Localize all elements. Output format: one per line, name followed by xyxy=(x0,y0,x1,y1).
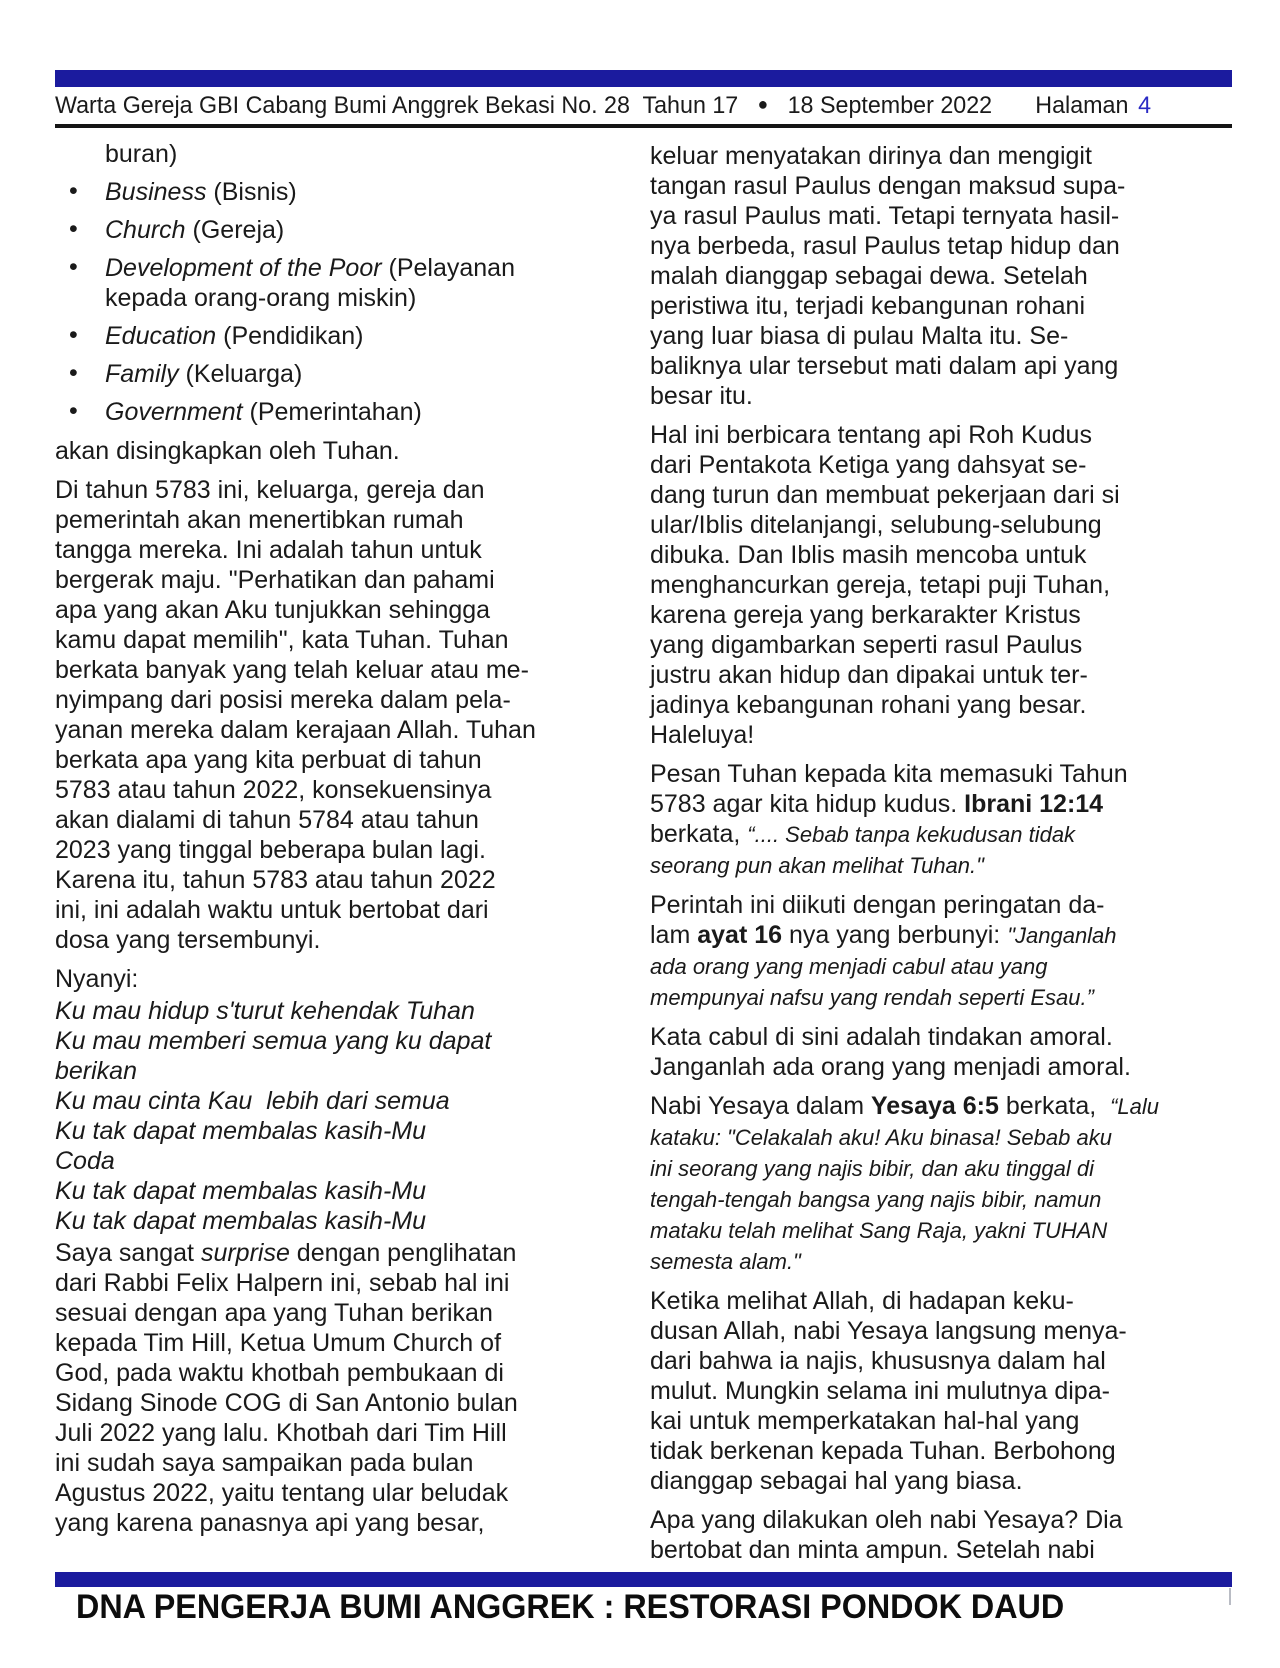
paragraph xyxy=(55,436,630,466)
paragraph xyxy=(650,420,1180,750)
text-run: Business xyxy=(105,178,207,206)
text-line xyxy=(650,1091,1180,1122)
bullet-marker: • xyxy=(69,359,78,387)
text-line xyxy=(650,141,1180,171)
left-column xyxy=(55,139,630,1538)
text-run: Karena itu, tahun 5783 atau tahun 2022 xyxy=(55,866,496,894)
text-run: ya rasul Paulus mati. Tetapi ternyata hasil- xyxy=(650,202,1120,230)
text-run: Ku mau cinta Kau lebih dari semua xyxy=(55,1087,450,1115)
text-run: baliknya ular tersebut mati dalam api yang xyxy=(650,352,1119,380)
text-run: mataku telah melihat Sang Raja, yakni TUHAN xyxy=(650,1218,1108,1243)
text-run: Ku mau memberi semua yang ku dapat xyxy=(55,1027,492,1055)
text-run: 5783 atau tahun 2022, konsekuensinya xyxy=(55,776,492,804)
text-run: kamu dapat memilih", kata Tuhan. Tuhan xyxy=(55,626,509,654)
text-line xyxy=(55,625,630,655)
text-run: mulut. Mungkin selama ini mulutnya dipa- xyxy=(650,1377,1110,1405)
text-run: Perintah ini diikuti dengan peringatan da- xyxy=(650,891,1105,919)
text-run: tangga mereka. Ini adalah tahun untuk xyxy=(55,536,482,564)
text-line xyxy=(650,951,1180,982)
text-run: dianggap sebagai hal yang biasa. xyxy=(650,1467,1023,1495)
text-run: yanan mereka dalam kerajaan Allah. Tuhan xyxy=(55,716,536,744)
text-run: berkata, xyxy=(998,1092,1111,1120)
text-line xyxy=(105,283,630,313)
text-run: (Keluarga) xyxy=(178,360,303,388)
text-line xyxy=(55,595,630,625)
text-run: (Bisnis) xyxy=(206,178,297,206)
edge-tick xyxy=(1229,1588,1231,1605)
text-run: Yesaya 6:5 xyxy=(870,1092,999,1120)
text-line xyxy=(55,1238,630,1268)
text-line xyxy=(105,397,630,427)
text-line xyxy=(55,655,630,685)
text-run: berkata, xyxy=(650,820,748,848)
text-line xyxy=(55,1026,630,1056)
text-line xyxy=(650,1052,1180,1082)
newsletter-title: Warta Gereja GBI Cabang Bumi Anggrek Bekasi No. 28 Tahun 17 xyxy=(55,92,739,119)
text-line xyxy=(650,201,1180,231)
text-run: yang digambarkan seperti rasul Paulus xyxy=(650,631,1083,659)
paragraph xyxy=(650,1286,1180,1496)
text-line xyxy=(650,381,1180,411)
text-run: Hal ini berbicara tentang api Roh Kudus xyxy=(650,421,1092,449)
text-run: berikan xyxy=(55,1057,137,1085)
text-line xyxy=(55,565,630,595)
text-run: Janganlah ada orang yang menjadi amoral. xyxy=(650,1053,1131,1081)
text-run: nya yang berbunyi: xyxy=(782,921,1008,949)
header-rule xyxy=(55,124,1232,128)
text-run: sesuai dengan apa yang Tuhan berikan xyxy=(55,1299,493,1327)
text-run: kepada orang-orang miskin) xyxy=(105,284,417,312)
text-run: Haleluya! xyxy=(650,721,755,749)
text-line xyxy=(650,540,1180,570)
text-line xyxy=(55,1358,630,1388)
text-line xyxy=(55,715,630,745)
text-run: karena gereja yang berkarakter Kristus xyxy=(650,601,1081,629)
text-line xyxy=(650,660,1180,690)
text-line xyxy=(55,1388,630,1418)
text-line xyxy=(650,261,1180,291)
text-run: Sidang Sinode COG di San Antonio bulan xyxy=(55,1389,518,1417)
text-line xyxy=(55,1176,630,1206)
text-run: menghancurkan gereja, tetapi puji Tuhan, xyxy=(650,571,1111,599)
issue-date: 18 September 2022 xyxy=(787,92,993,119)
text-run: Family xyxy=(105,360,179,388)
text-run: (Pelayanan xyxy=(381,254,515,282)
text-run: Ku tak dapat membalas kasih-Mu xyxy=(55,1117,427,1145)
bullet-item xyxy=(55,177,630,207)
text-run: Pesan Tuhan kepada kita memasuki Tahun xyxy=(650,760,1128,788)
page-number: 4 xyxy=(1138,92,1152,119)
text-run: berkata banyak yang telah keluar atau me- xyxy=(55,656,529,684)
bullet-item xyxy=(55,321,630,351)
bullet-marker: • xyxy=(69,253,78,281)
text-run: (Pendidikan) xyxy=(216,322,364,350)
text-line xyxy=(650,1246,1180,1277)
text-line xyxy=(55,1508,630,1538)
text-line xyxy=(650,1153,1180,1184)
text-line xyxy=(650,570,1180,600)
text-run: surprise xyxy=(200,1239,290,1267)
continuation-line xyxy=(55,139,630,169)
text-line xyxy=(650,920,1180,951)
text-run: akan dialami di tahun 5784 atau tahun xyxy=(55,806,479,834)
text-run: "Janganlah xyxy=(1007,923,1117,948)
bullet-marker: • xyxy=(69,215,78,243)
text-line xyxy=(650,480,1180,510)
text-line xyxy=(55,996,630,1026)
paragraph xyxy=(55,964,630,994)
text-line xyxy=(55,1116,630,1146)
text-line xyxy=(105,215,630,245)
text-run: ada orang yang menjadi cabul atau yang xyxy=(650,954,1048,979)
text-run: (Pemerintahan) xyxy=(242,398,422,426)
text-run: yang luar biasa di pulau Malta itu. Se- xyxy=(650,322,1069,350)
bullet-item xyxy=(55,359,630,389)
text-run: nyimpang dari posisi mereka dalam pela- xyxy=(55,686,511,714)
text-line xyxy=(650,1346,1180,1376)
text-line xyxy=(650,982,1180,1013)
text-run: 5783 agar kita hidup kudus. xyxy=(650,790,965,818)
text-line xyxy=(650,321,1180,351)
text-run: tidak berkenan kepada Tuhan. Berbohong xyxy=(650,1437,1116,1465)
right-column xyxy=(650,139,1180,1565)
text-line xyxy=(650,1505,1180,1535)
text-line xyxy=(55,1086,630,1116)
footer-title: DNA PENGERJA BUMI ANGGREK : RESTORASI PONDOK DAUD xyxy=(76,1588,1065,1626)
text-run: yang karena panasnya api yang besar, xyxy=(55,1509,485,1537)
bullet-item xyxy=(55,215,630,245)
text-line xyxy=(650,1466,1180,1496)
text-run: Coda xyxy=(55,1147,115,1175)
text-run: dibuka. Dan Iblis masih mencoba untuk xyxy=(650,541,1087,569)
text-line xyxy=(55,925,630,955)
text-run: tengah-tengah bangsa yang najis bibir, namun xyxy=(650,1187,1102,1212)
paragraph xyxy=(650,1091,1180,1277)
text-line xyxy=(55,775,630,805)
text-line xyxy=(55,895,630,925)
bullet-item xyxy=(55,253,630,313)
text-run: Apa yang dilakukan oleh nabi Yesaya? Dia xyxy=(650,1506,1123,1534)
text-line xyxy=(55,1206,630,1236)
text-line xyxy=(650,690,1180,720)
text-line xyxy=(55,865,630,895)
text-line xyxy=(105,139,630,169)
text-line xyxy=(650,850,1180,881)
text-line xyxy=(55,1298,630,1328)
text-line xyxy=(650,450,1180,480)
text-run: Nyanyi: xyxy=(55,965,139,993)
text-line xyxy=(105,253,630,283)
text-run: kepada Tim Hill, Ketua Umum Church of xyxy=(55,1329,502,1357)
text-line xyxy=(650,600,1180,630)
text-line xyxy=(55,1418,630,1448)
text-run: besar itu. xyxy=(650,382,753,410)
text-line xyxy=(650,1022,1180,1052)
text-line xyxy=(55,835,630,865)
text-line xyxy=(650,1286,1180,1316)
text-line xyxy=(650,819,1180,850)
text-line xyxy=(650,1436,1180,1466)
text-run: keluar menyatakan dirinya dan mengigit xyxy=(650,142,1092,170)
text-line xyxy=(55,1268,630,1298)
text-run: peristiwa itu, terjadi kebangunan rohani xyxy=(650,292,1085,320)
text-line xyxy=(105,177,630,207)
text-run: justru akan hidup dan dipakai untuk ter- xyxy=(650,661,1088,689)
bullet-marker: • xyxy=(69,177,78,205)
text-run: dosa yang tersembunyi. xyxy=(55,926,321,954)
text-line xyxy=(650,789,1180,819)
text-run: Development of the Poor xyxy=(105,254,382,282)
text-run: Di tahun 5783 ini, keluarga, gereja dan xyxy=(55,476,485,504)
header-separator-dot: ● xyxy=(757,94,769,114)
text-line xyxy=(650,1406,1180,1436)
text-line xyxy=(650,720,1180,750)
text-run: Government xyxy=(105,398,243,426)
text-run: Church xyxy=(105,216,186,244)
paragraph xyxy=(55,475,630,955)
text-run: dengan penglihatan xyxy=(289,1239,517,1267)
header-bar xyxy=(55,70,1232,87)
text-run: ini, ini adalah waktu untuk bertobat dari xyxy=(55,896,489,924)
text-line xyxy=(650,1184,1180,1215)
text-line xyxy=(55,964,630,994)
text-line xyxy=(650,1535,1180,1565)
text-line xyxy=(650,171,1180,201)
text-run: ini sudah saya sampaikan pada bulan xyxy=(55,1449,474,1477)
text-run: lam xyxy=(650,921,698,949)
paragraph xyxy=(650,1505,1180,1565)
text-run: “Lalu xyxy=(1110,1094,1159,1119)
text-run: Nabi Yesaya dalam xyxy=(650,1092,871,1120)
text-line xyxy=(55,805,630,835)
text-run: jadinya kebangunan rohani yang besar. xyxy=(650,691,1087,719)
text-run: Kata cabul di sini adalah tindakan amoral. xyxy=(650,1023,1113,1051)
text-line xyxy=(650,630,1180,660)
text-run: berkata apa yang kita perbuat di tahun xyxy=(55,746,482,774)
text-run: Education xyxy=(105,322,217,350)
text-line xyxy=(55,1448,630,1478)
text-line xyxy=(55,436,630,466)
text-run: kataku: "Celakalah aku! Aku binasa! Sebab aku xyxy=(650,1125,1112,1150)
footer-bar xyxy=(55,1572,1232,1587)
text-line xyxy=(650,759,1180,789)
page-indicator xyxy=(1035,92,1219,120)
text-run: Ku tak dapat membalas kasih-Mu xyxy=(55,1207,427,1235)
text-run: ular/Iblis ditelanjangi, selubung-selubung xyxy=(650,511,1102,539)
text-run: dang turun dan membuat pekerjaan dari si xyxy=(650,481,1120,509)
text-run: dusan Allah, nabi Yesaya langsung menya- xyxy=(650,1317,1127,1345)
text-line xyxy=(650,510,1180,540)
bullet-item xyxy=(55,397,630,427)
text-run: 2023 yang tinggal beberapa bulan lagi. xyxy=(55,836,486,864)
text-line xyxy=(55,1478,630,1508)
text-run: akan disingkapkan oleh Tuhan. xyxy=(55,437,400,465)
paragraph xyxy=(650,1022,1180,1082)
page-label: Halaman xyxy=(1035,92,1129,119)
song-lines xyxy=(55,996,630,1236)
paragraph xyxy=(650,890,1180,1013)
text-run: tangan rasul Paulus dengan maksud supa- xyxy=(650,172,1126,200)
text-line xyxy=(105,321,630,351)
text-run: seorang pun akan melihat Tuhan." xyxy=(650,853,984,878)
text-line xyxy=(55,745,630,775)
text-line xyxy=(650,291,1180,321)
text-line xyxy=(650,420,1180,450)
text-line xyxy=(650,1376,1180,1406)
text-line xyxy=(650,890,1180,920)
text-run: dari Pentakota Ketiga yang dahsyat se- xyxy=(650,451,1087,479)
text-line xyxy=(55,535,630,565)
text-run: dari bahwa ia najis, khususnya dalam hal xyxy=(650,1347,1106,1375)
bullet-marker: • xyxy=(69,321,78,349)
text-run: Ibrani 12:14 xyxy=(964,790,1104,818)
text-line xyxy=(55,685,630,715)
text-run: “.... Sebab tanpa kekudusan tidak xyxy=(747,822,1076,847)
text-line xyxy=(55,1328,630,1358)
text-run: pemerintah akan menertibkan rumah xyxy=(55,506,464,534)
text-line xyxy=(650,1122,1180,1153)
text-run: kai untuk memperkatakan hal-hal yang xyxy=(650,1407,1080,1435)
paragraph xyxy=(650,141,1180,411)
text-line xyxy=(55,505,630,535)
text-line xyxy=(55,1146,630,1176)
text-run: Saya sangat xyxy=(55,1239,201,1267)
text-run: ini seorang yang najis bibir, dan aku tinggal di xyxy=(650,1156,1094,1181)
text-run: apa yang akan Aku tunjukkan sehingga xyxy=(55,596,491,624)
text-run: Ku tak dapat membalas kasih-Mu xyxy=(55,1177,427,1205)
paragraph xyxy=(650,759,1180,881)
text-run: ayat 16 xyxy=(697,921,783,949)
text-line xyxy=(55,475,630,505)
text-run: malah dianggap sebagai dewa. Setelah xyxy=(650,262,1088,290)
bullet-marker: • xyxy=(69,397,78,425)
text-line xyxy=(650,1215,1180,1246)
text-run: God, pada waktu khotbah pembukaan di xyxy=(55,1359,504,1387)
text-run: dari Rabbi Felix Halpern ini, sebab hal ini xyxy=(55,1269,510,1297)
text-run: Ku mau hidup s'turut kehendak Tuhan xyxy=(55,997,475,1025)
text-line xyxy=(55,1056,630,1086)
text-run: Juli 2022 yang lalu. Khotbah dari Tim Hill xyxy=(55,1419,507,1447)
text-run: semesta alam." xyxy=(650,1249,801,1274)
text-run: (Gereja) xyxy=(185,216,285,244)
text-line xyxy=(650,231,1180,261)
text-run: nya berbeda, rasul Paulus tetap hidup dan xyxy=(650,232,1120,260)
paragraph xyxy=(55,1238,630,1538)
text-run: buran) xyxy=(105,140,178,168)
text-run: Ketika melihat Allah, di hadapan keku- xyxy=(650,1287,1074,1315)
text-line xyxy=(105,359,630,389)
header xyxy=(55,92,1219,120)
text-run: Agustus 2022, yaitu tentang ular beludak xyxy=(55,1479,509,1507)
text-line xyxy=(650,351,1180,381)
text-run: bertobat dan minta ampun. Setelah nabi xyxy=(650,1536,1095,1564)
text-run: bergerak maju. "Perhatikan dan pahami xyxy=(55,566,495,594)
text-line xyxy=(650,1316,1180,1346)
text-run: mempunyai nafsu yang rendah seperti Esau.” xyxy=(650,985,1094,1010)
